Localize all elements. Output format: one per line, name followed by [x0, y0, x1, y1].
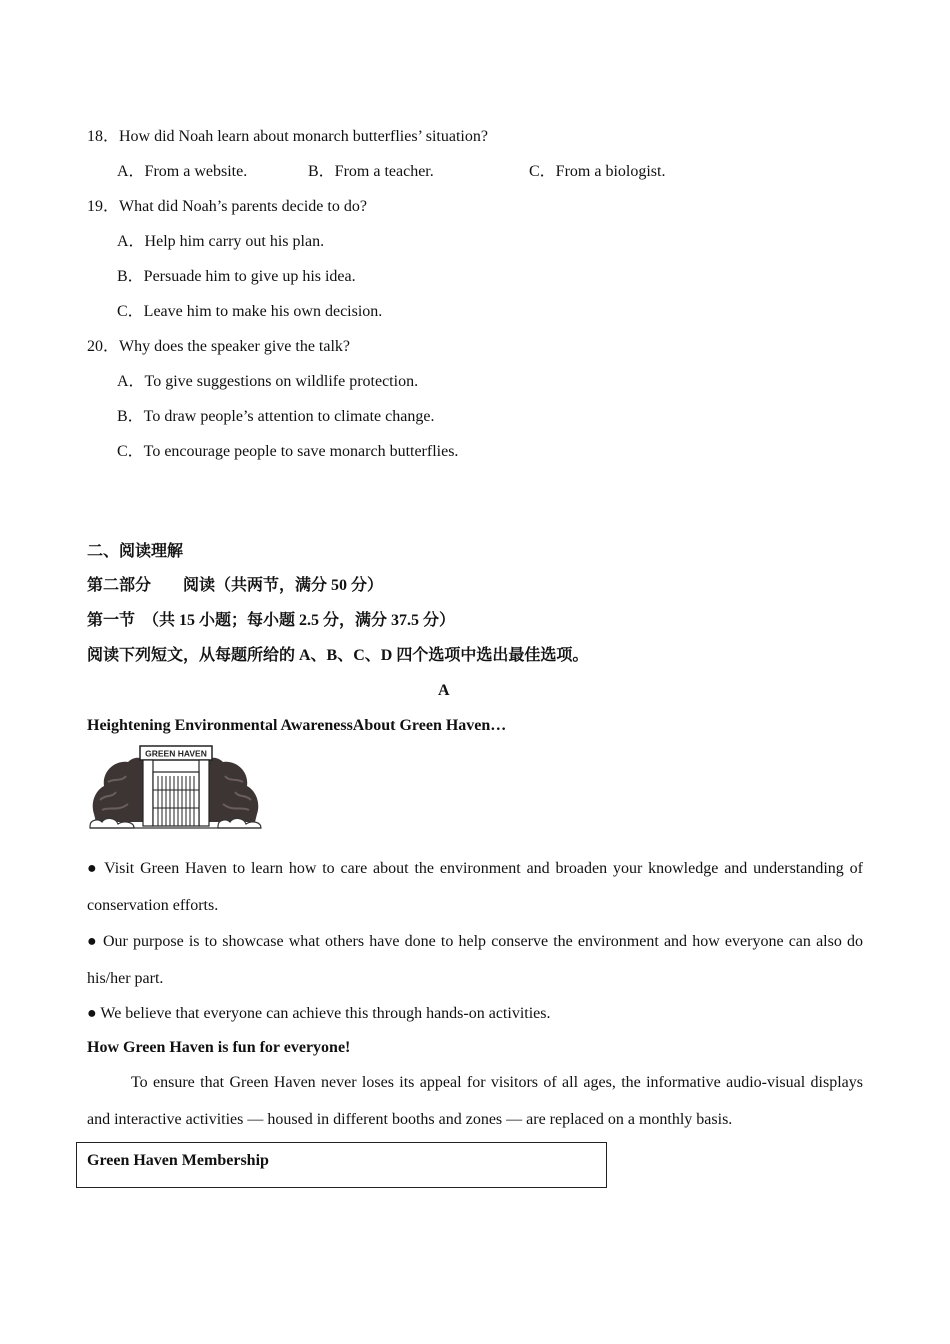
bullet-belief: ● We believe that everyone can achieve this through hands-on activities.: [87, 1005, 551, 1022]
question-18-option-c: C．From a biologist.: [529, 163, 666, 180]
question-18-option-b: B．From a teacher.: [308, 163, 434, 180]
membership-table: [76, 1142, 607, 1188]
question-20-option-b: B．To draw people’s attention to climate change.: [117, 408, 435, 425]
question-20-option-c: C．To encourage people to save monarch butterflies.: [117, 443, 459, 460]
logo-sign-text: GREEN HAVEN: [145, 748, 207, 759]
passage-label: A: [438, 682, 450, 699]
section-heading: 二、阅读理解: [87, 543, 184, 560]
green-haven-gate-logo: [88, 742, 263, 832]
question-18-option-a: A．From a website.: [117, 163, 248, 180]
passage-paragraph: To ensure that Green Haven never loses its appeal for visitors of all ages, the informative audio-visual displays and interactive activities — housed in different booths and zones — are replaced on a monthly basis.: [87, 1074, 863, 1128]
question-19-option-c: C．Leave him to make his own decision.: [117, 303, 383, 320]
passage-title: Heightening Environmental AwarenessAbout Green Haven…: [87, 717, 507, 734]
question-19-stem: 19．What did Noah’s parents decide to do?: [87, 198, 367, 215]
question-18-stem: 18．How did Noah learn about monarch butterflies’ situation?: [87, 128, 488, 145]
bullet-purpose: ● Our purpose is to showcase what others have done to help conserve the environment and how everyone can also do his/her part.: [87, 933, 863, 987]
question-20-option-a: A．To give suggestions on wildlife protection.: [117, 373, 419, 390]
passage-subheading: How Green Haven is fun for everyone!: [87, 1039, 351, 1056]
part-heading: 第二部分 阅读（共两节，满分 50 分）: [87, 577, 384, 594]
question-19-option-b: B．Persuade him to give up his idea.: [117, 268, 356, 285]
question-20-stem: 20．Why does the speaker give the talk?: [87, 338, 351, 355]
membership-title: Green Haven Membership: [87, 1152, 269, 1169]
subpart-heading: 第一节 （共 15 小题；每小题 2.5 分，满分 37.5 分）: [87, 612, 456, 629]
bullet-visit: ● Visit Green Haven to learn how to care about the environment and broaden your knowledge and understanding of conservation efforts.: [87, 860, 863, 914]
instruction-text: 阅读下列短文，从每题所给的 A、B、C、D 四个选项中选出最佳选项。: [87, 647, 589, 664]
question-19-option-a: A．Help him carry out his plan.: [117, 233, 325, 250]
